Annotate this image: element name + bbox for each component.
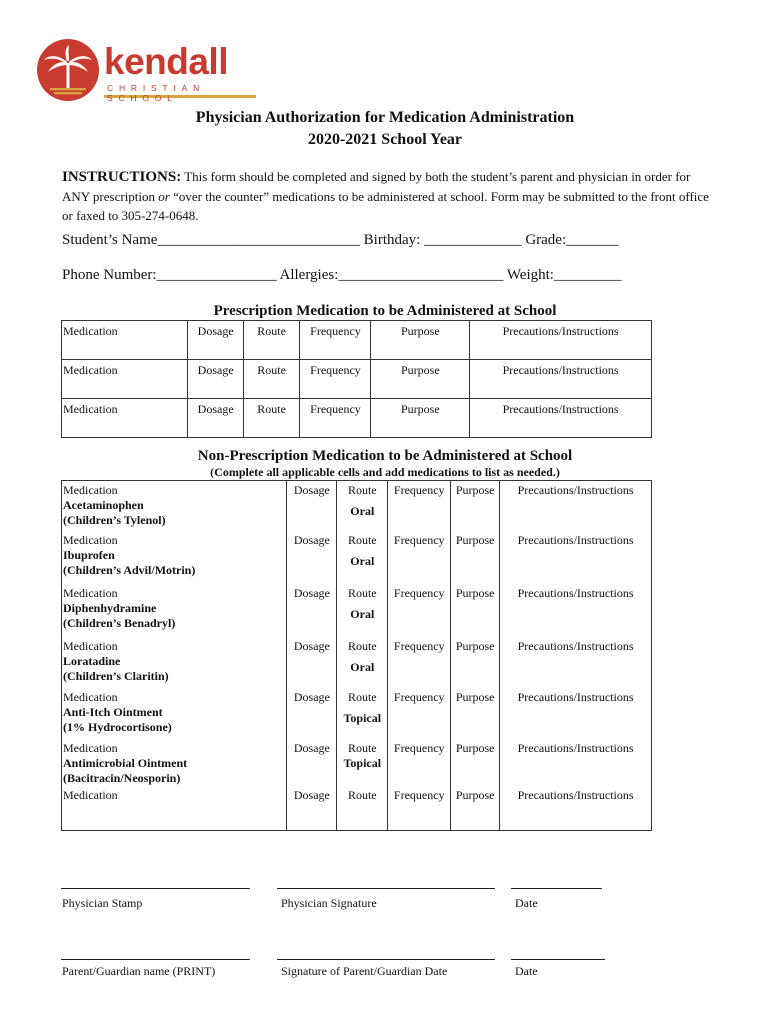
nonprescription-medication-label: Medication <box>63 532 118 547</box>
nonprescription-subtitle: (Complete all applicable cells and add medications to list as needed.) <box>210 465 560 479</box>
parent-name-label: Parent/Guardian name (PRINT) <box>62 964 216 978</box>
nonprescription-purpose-label: Purpose <box>455 532 495 547</box>
palm-tree-emblem-icon <box>36 38 100 102</box>
physician-stamp-label: Physician Stamp <box>62 896 143 910</box>
instructions-text-2: “over the counter” medications to be administered at school. Form may be submitted to the front office or faxed to 305-274-0648. <box>62 189 709 223</box>
nonprescription-purpose-cell[interactable] <box>451 786 500 831</box>
instructions-text-1: This form should be completed and signed by both the student’s parent and physician in order for ANY prescription <box>62 169 691 204</box>
nonprescription-dosage-cell[interactable] <box>287 688 337 739</box>
nonprescription-dosage-cell[interactable] <box>287 786 337 831</box>
nonprescription-frequency-label: Frequency <box>393 689 445 704</box>
nonprescription-medication-cell[interactable] <box>62 637 287 688</box>
nonprescription-route-label: Route <box>347 483 377 497</box>
prescription-precautions-cell[interactable]: Precautions/Instructions <box>470 399 652 438</box>
instructions <box>62 167 712 225</box>
prescription-medication-cell[interactable]: Medication <box>62 399 188 438</box>
medication-name: Anti-Itch Ointment <box>63 704 163 719</box>
prescription-route-cell[interactable]: Route <box>243 321 299 360</box>
nonprescription-route-cell[interactable] <box>337 786 388 831</box>
nonprescription-row <box>62 481 652 531</box>
nonprescription-frequency-cell[interactable] <box>388 688 451 739</box>
nonprescription-row <box>62 688 652 739</box>
nonprescription-dosage-label: Dosage <box>293 532 330 547</box>
prescription-table <box>61 320 652 438</box>
nonprescription-dosage-label: Dosage <box>293 740 330 755</box>
nonprescription-purpose-label: Purpose <box>455 638 495 653</box>
nonprescription-precautions-cell[interactable] <box>500 637 652 688</box>
nonprescription-dosage-label: Dosage <box>293 483 330 497</box>
nonprescription-frequency-label: Frequency <box>393 483 445 497</box>
nonprescription-purpose-label: Purpose <box>455 483 495 497</box>
nonprescription-purpose-cell[interactable] <box>451 739 500 786</box>
medication-name: Diphenhydramine <box>63 600 157 615</box>
nonprescription-medication-cell[interactable] <box>62 531 287 584</box>
nonprescription-medication-label: Medication <box>63 787 118 802</box>
page-title: Physician Authorization for Medication Administration <box>195 109 575 126</box>
nonprescription-purpose-label: Purpose <box>455 585 495 600</box>
physician-date-label: Date <box>515 896 538 910</box>
nonprescription-purpose-cell[interactable] <box>451 481 500 531</box>
nonprescription-precautions-label: Precautions/Instructions <box>517 638 634 653</box>
parent-signature-line[interactable] <box>277 959 495 960</box>
nonprescription-dosage-cell[interactable] <box>287 637 337 688</box>
nonprescription-precautions-cell[interactable] <box>500 739 652 786</box>
nonprescription-frequency-label: Frequency <box>393 638 445 653</box>
route-value: Oral <box>350 553 375 568</box>
nonprescription-row <box>62 786 652 831</box>
nonprescription-row <box>62 637 652 688</box>
nonprescription-dosage-label: Dosage <box>293 585 330 600</box>
nonprescription-medication-cell[interactable] <box>62 739 287 786</box>
nonprescription-precautions-label: Precautions/Instructions <box>517 585 634 600</box>
prescription-purpose-cell[interactable]: Purpose <box>371 321 470 360</box>
nonprescription-route-cell[interactable] <box>337 739 388 786</box>
nonprescription-precautions-label: Precautions/Instructions <box>517 740 634 755</box>
medication-name: Ibuprofen <box>63 547 115 562</box>
nonprescription-frequency-cell[interactable] <box>388 786 451 831</box>
prescription-dosage-cell[interactable]: Dosage <box>187 399 243 438</box>
prescription-medication-cell[interactable]: Medication <box>62 360 188 399</box>
instructions-or: or <box>158 189 170 204</box>
prescription-frequency-cell[interactable]: Frequency <box>299 321 371 360</box>
prescription-frequency-cell[interactable]: Frequency <box>299 360 371 399</box>
nonprescription-frequency-label: Frequency <box>393 740 445 755</box>
nonprescription-medication-label: Medication <box>63 638 118 653</box>
nonprescription-section-title: Non-Prescription Medication to be Administered at School <box>197 448 573 464</box>
prescription-row <box>62 360 652 399</box>
nonprescription-route-label: Route <box>347 689 377 704</box>
prescription-route-cell[interactable]: Route <box>243 360 299 399</box>
physician-stamp-line[interactable] <box>61 888 250 889</box>
nonprescription-dosage-cell[interactable] <box>287 481 337 531</box>
school-year: 2020-2021 School Year <box>307 131 463 148</box>
nonprescription-medication-cell[interactable] <box>62 688 287 739</box>
instructions-label: INSTRUCTIONS: <box>62 169 182 185</box>
prescription-dosage-cell[interactable]: Dosage <box>187 321 243 360</box>
prescription-frequency-cell[interactable]: Frequency <box>299 399 371 438</box>
nonprescription-precautions-cell[interactable] <box>500 481 652 531</box>
prescription-purpose-cell[interactable]: Purpose <box>371 360 470 399</box>
nonprescription-route-label: Route <box>347 585 377 600</box>
prescription-purpose-cell[interactable]: Purpose <box>371 399 470 438</box>
prescription-row <box>62 321 652 360</box>
nonprescription-precautions-label: Precautions/Instructions <box>517 787 634 802</box>
medication-brand: (Children’s Benadryl) <box>63 615 176 630</box>
nonprescription-precautions-label: Precautions/Instructions <box>517 689 634 704</box>
nonprescription-row <box>62 584 652 637</box>
physician-signature-label: Physician Signature <box>281 896 377 910</box>
nonprescription-purpose-cell[interactable] <box>451 688 500 739</box>
nonprescription-precautions-label: Precautions/Instructions <box>517 532 634 547</box>
prescription-route-cell[interactable]: Route <box>243 399 299 438</box>
medication-name: Antimicrobial Ointment <box>63 755 188 770</box>
logo-wordmark: kendall <box>104 41 228 82</box>
nonprescription-frequency-cell[interactable] <box>388 481 451 531</box>
prescription-section-title: Prescription Medication to be Administered at School <box>213 303 557 319</box>
nonprescription-precautions-cell[interactable] <box>500 531 652 584</box>
nonprescription-medication-label: Medication <box>63 740 118 755</box>
nonprescription-route-label: Route <box>347 638 377 653</box>
logo-subtitle: CHRISTIAN SCHOOL <box>107 83 206 103</box>
nonprescription-purpose-cell[interactable] <box>451 584 500 637</box>
nonprescription-frequency-label: Frequency <box>393 585 445 600</box>
nonprescription-frequency-label: Frequency <box>393 532 445 547</box>
nonprescription-dosage-label: Dosage <box>293 787 330 802</box>
parent-signature-label: Signature of Parent/Guardian Date <box>281 964 448 978</box>
nonprescription-purpose-cell[interactable] <box>451 531 500 584</box>
nonprescription-medication-label: Medication <box>63 483 118 497</box>
nonprescription-precautions-cell[interactable] <box>500 786 652 831</box>
nonprescription-row <box>62 531 652 584</box>
nonprescription-dosage-cell[interactable] <box>287 531 337 584</box>
nonprescription-table <box>61 480 652 831</box>
nonprescription-route-label: Route <box>347 532 377 547</box>
medication-brand: (Children’s Claritin) <box>63 668 169 683</box>
prescription-precautions-cell[interactable]: Precautions/Instructions <box>470 360 652 399</box>
nonprescription-purpose-label: Purpose <box>455 689 495 704</box>
prescription-precautions-cell[interactable]: Precautions/Instructions <box>470 321 652 360</box>
nonprescription-purpose-label: Purpose <box>455 787 495 802</box>
medication-brand: (1% Hydrocortisone) <box>63 719 172 734</box>
nonprescription-dosage-label: Dosage <box>293 638 330 653</box>
prescription-row <box>62 399 652 438</box>
medication-brand: (Children’s Tylenol) <box>63 513 166 527</box>
parent-date-label: Date <box>515 964 538 978</box>
physician-signature-line[interactable] <box>277 888 495 889</box>
nonprescription-medication-label: Medication <box>63 689 118 704</box>
route-value: Topical <box>343 755 382 770</box>
student-info-line[interactable]: Student’s Name___________________________ Birthday: _____________ Grade:_______ <box>62 232 619 248</box>
nonprescription-precautions-cell[interactable] <box>500 688 652 739</box>
prescription-medication-cell[interactable]: Medication <box>62 321 188 360</box>
route-value: Oral <box>350 659 375 674</box>
parent-date-line[interactable] <box>511 959 605 960</box>
parent-name-line[interactable] <box>61 959 250 960</box>
nonprescription-medication-label: Medication <box>63 585 118 600</box>
nonprescription-route-cell[interactable] <box>337 688 388 739</box>
nonprescription-route-cell[interactable] <box>337 481 388 531</box>
physician-date-line[interactable] <box>511 888 602 889</box>
nonprescription-dosage-label: Dosage <box>293 689 330 704</box>
school-logo <box>36 36 266 116</box>
route-value: Topical <box>343 710 382 725</box>
nonprescription-medication-cell[interactable] <box>62 786 287 831</box>
nonprescription-route-cell[interactable] <box>337 531 388 584</box>
nonprescription-purpose-label: Purpose <box>455 740 495 755</box>
medication-brand: (Children’s Advil/Motrin) <box>63 562 196 577</box>
nonprescription-frequency-label: Frequency <box>393 787 445 802</box>
nonprescription-medication-cell[interactable] <box>62 584 287 637</box>
nonprescription-frequency-cell[interactable] <box>388 584 451 637</box>
nonprescription-frequency-cell[interactable] <box>388 531 451 584</box>
nonprescription-route-cell[interactable] <box>337 584 388 637</box>
nonprescription-dosage-cell[interactable] <box>287 739 337 786</box>
medication-brand: (Bacitracin/Neosporin) <box>63 770 181 785</box>
nonprescription-frequency-cell[interactable] <box>388 637 451 688</box>
medication-name: Loratadine <box>63 653 121 668</box>
nonprescription-medication-cell[interactable] <box>62 481 287 531</box>
nonprescription-frequency-cell[interactable] <box>388 739 451 786</box>
nonprescription-dosage-cell[interactable] <box>287 584 337 637</box>
nonprescription-precautions-label: Precautions/Instructions <box>517 483 634 497</box>
nonprescription-precautions-cell[interactable] <box>500 584 652 637</box>
nonprescription-route-cell[interactable] <box>337 637 388 688</box>
route-value: Oral <box>350 504 375 518</box>
nonprescription-route-label: Route <box>347 740 377 755</box>
route-value: Oral <box>350 606 375 621</box>
nonprescription-purpose-cell[interactable] <box>451 637 500 688</box>
nonprescription-route-label: Route <box>347 787 377 802</box>
contact-info-line[interactable]: Phone Number:________________ Allergies:______________________ Weight:_________ <box>62 267 622 283</box>
nonprescription-row <box>62 739 652 786</box>
prescription-dosage-cell[interactable]: Dosage <box>187 360 243 399</box>
medication-name: Acetaminophen <box>63 498 144 512</box>
